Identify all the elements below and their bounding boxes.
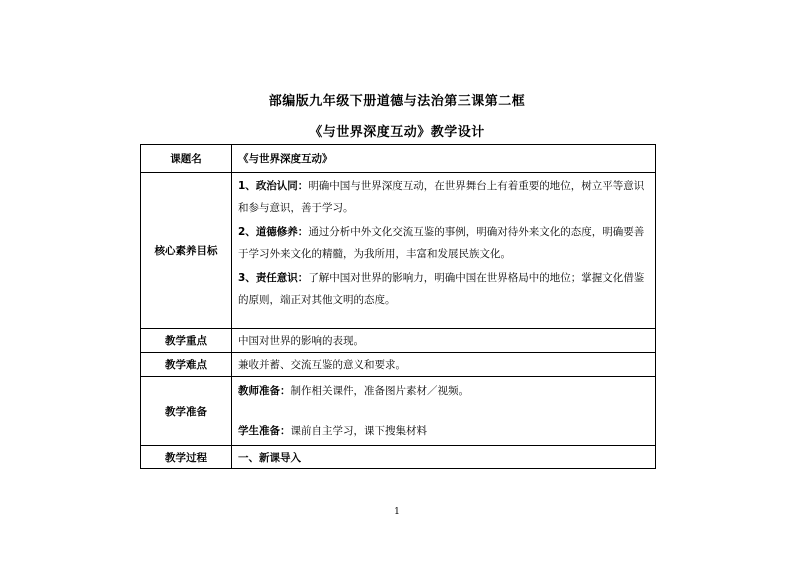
core-goal-1-text: 明确中国与世界深度互动，在世界舞台上有着重要的地位，树立平等意识和参与意识，善于学习。 [238, 180, 645, 214]
core-goal-item-3 [238, 265, 649, 311]
process-value: 一、新课导入 [232, 446, 656, 469]
core-goals-cell [232, 173, 656, 329]
core-goal-3-heading: 责任意识： [255, 272, 309, 284]
lesson-plan-table [140, 144, 656, 469]
table-row-key-points [141, 329, 656, 353]
core-goals-label: 核心素养目标 [141, 173, 232, 329]
student-prep-text: 课前自主学习，课下搜集材料 [290, 425, 427, 437]
difficult-points-value: 兼收并蓄、交流互鉴的意义和要求。 [232, 353, 656, 377]
core-goal-1-number: 1、 [238, 180, 256, 192]
table-row-difficult-points [141, 353, 656, 377]
table-row-process [141, 446, 656, 469]
table-row-preparation [141, 377, 656, 446]
student-prep-heading: 学生准备： [238, 425, 291, 437]
core-goal-3-number: 3、 [238, 272, 256, 284]
preparation-cell [232, 377, 656, 446]
process-label: 教学过程 [141, 446, 232, 469]
core-goal-item-1 [238, 173, 649, 219]
teacher-prep-line [238, 383, 469, 398]
page-number: 1 [394, 507, 400, 517]
core-goal-2-heading: 道德修养： [255, 226, 309, 238]
difficult-points-label: 教学难点 [141, 353, 232, 377]
preparation-label: 教学准备 [141, 377, 232, 446]
topic-label: 课题名 [141, 145, 232, 173]
table-row-core-goals [141, 173, 656, 329]
core-goal-3-text: 了解中国对世界的影响力，明确中国在世界格局中的地位；掌握文化借鉴的原则，端正对其他文明的态度。 [238, 272, 645, 306]
student-prep-line [238, 423, 427, 438]
core-goal-1-heading: 政治认同： [255, 180, 309, 192]
document-subtitle: 《与世界深度互动》教学设计 [309, 125, 485, 140]
topic-value: 《与世界深度互动》 [232, 145, 656, 173]
core-goal-2-text: 通过分析中外文化交流互鉴的事例，明确对待外来文化的态度，明确要善于学习外来文化的精髓，为我所用，丰富和发展民族文化。 [238, 226, 645, 260]
document-title: 部编版九年级下册道德与法治第三课第二框 [268, 94, 526, 109]
core-goal-item-2 [238, 219, 649, 265]
teacher-prep-text: 制作相关课件，准备图片素材／视频。 [290, 385, 469, 397]
table-row-topic [141, 145, 656, 173]
key-points-label: 教学重点 [141, 329, 232, 353]
core-goal-2-number: 2、 [238, 226, 256, 238]
teacher-prep-heading: 教师准备： [238, 385, 291, 397]
key-points-value: 中国对世界的影响的表现。 [232, 329, 656, 353]
